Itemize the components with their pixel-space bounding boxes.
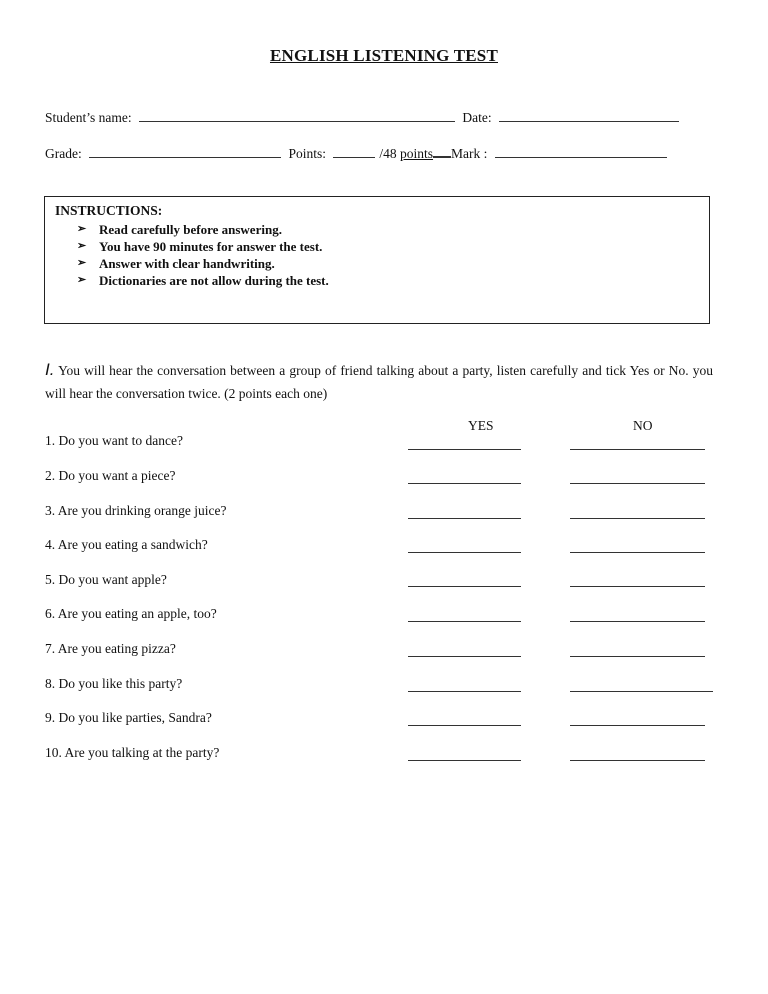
question-9: 9. Do you like parties, Sandra?	[45, 710, 212, 725]
answer-no-7[interactable]	[570, 656, 705, 657]
instruction-item: ➢ Read carefully before answering.	[77, 222, 282, 237]
answer-yes-10[interactable]	[408, 760, 521, 761]
answer-no-1[interactable]	[570, 449, 705, 450]
points-underline	[433, 155, 451, 158]
answer-yes-6[interactable]	[408, 621, 521, 622]
question-3: 3. Are you drinking orange juice?	[45, 503, 227, 518]
question-10: 10. Are you talking at the party?	[45, 745, 220, 760]
instructions-title: INSTRUCTIONS:	[55, 203, 163, 218]
answer-yes-2[interactable]	[408, 483, 521, 484]
question-7: 7. Are you eating pizza?	[45, 641, 176, 656]
question-2: 2. Do you want a piece?	[45, 468, 176, 483]
points-total: /48	[379, 146, 397, 161]
date-label: Date:	[462, 110, 492, 125]
answer-yes-7[interactable]	[408, 656, 521, 657]
grade-info-row	[45, 146, 671, 162]
answer-no-10[interactable]	[570, 760, 705, 761]
instruction-item: ➢ Answer with clear handwriting.	[77, 256, 275, 271]
question-1: 1. Do you want to dance?	[45, 433, 183, 448]
answer-yes-5[interactable]	[408, 586, 521, 587]
question-8: 8. Do you like this party?	[45, 676, 183, 691]
arrow-bullet-icon: ➢	[77, 223, 87, 235]
arrow-bullet-icon: ➢	[77, 274, 87, 286]
grade-label: Grade:	[45, 146, 82, 161]
arrow-bullet-icon: ➢	[77, 257, 87, 269]
answer-no-5[interactable]	[570, 586, 705, 587]
grade-field[interactable]	[89, 156, 281, 158]
section-instructions: You will hear the conversation between a group of friend talking about a party, listen carefully and tick Yes or No. you will hear the conversation twice. (2 points each one)	[45, 363, 713, 401]
answer-yes-1[interactable]	[408, 449, 521, 450]
points-label: Points:	[288, 146, 326, 161]
answer-yes-9[interactable]	[408, 725, 521, 726]
question-4: 4. Are you eating a sandwich?	[45, 537, 208, 552]
answer-yes-4[interactable]	[408, 552, 521, 553]
yes-column-header: YES	[468, 418, 494, 433]
student-name-field[interactable]	[139, 120, 455, 122]
points-field[interactable]	[333, 156, 375, 158]
answer-no-6[interactable]	[570, 621, 705, 622]
student-info-row	[45, 110, 683, 126]
arrow-bullet-icon: ➢	[77, 240, 87, 252]
points-word: points	[400, 146, 434, 161]
section-1-intro	[45, 358, 713, 405]
mark-field[interactable]	[495, 156, 667, 158]
document-title: ENGLISH LISTENING TEST	[269, 46, 498, 65]
mark-label: Mark :	[451, 146, 488, 161]
answer-yes-3[interactable]	[408, 518, 521, 519]
no-column-header: NO	[633, 418, 653, 433]
instruction-item: ➢ You have 90 minutes for answer the test.	[77, 239, 323, 254]
instructions-box	[44, 196, 710, 324]
answer-no-4[interactable]	[570, 552, 705, 553]
question-6: 6. Are you eating an apple, too?	[45, 606, 217, 621]
section-number: I.	[45, 360, 55, 379]
answer-no-9[interactable]	[570, 725, 705, 726]
answer-no-2[interactable]	[570, 483, 705, 484]
answer-no-3[interactable]	[570, 518, 705, 519]
date-field[interactable]	[499, 120, 679, 122]
answer-no-8[interactable]	[570, 691, 713, 692]
student-name-label: Student’s name:	[45, 110, 132, 125]
instructions-list	[77, 221, 329, 289]
answer-yes-8[interactable]	[408, 691, 521, 692]
question-5: 5. Do you want apple?	[45, 572, 167, 587]
instruction-item: ➢ Dictionaries are not allow during the test.	[77, 273, 329, 288]
